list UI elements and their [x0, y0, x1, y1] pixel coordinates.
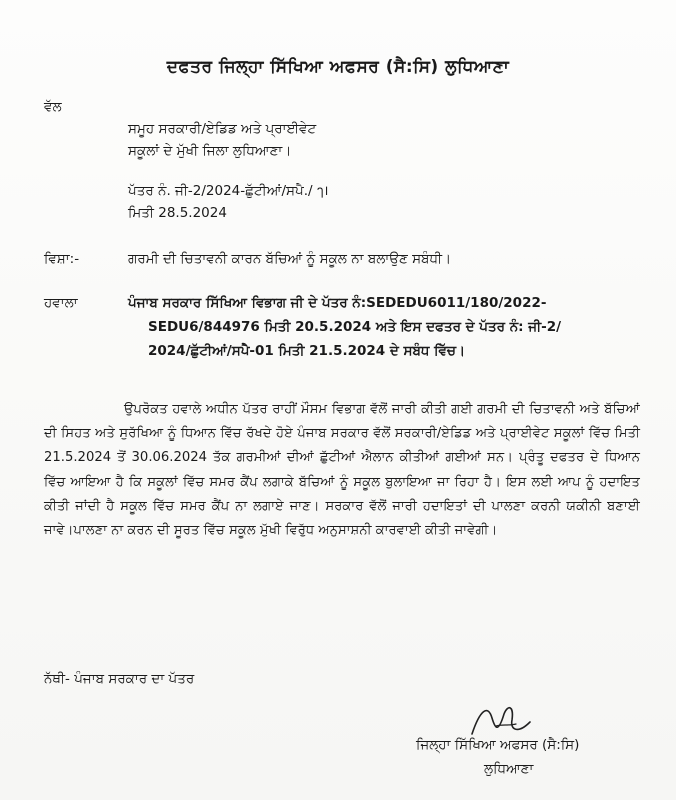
- reference-line-3: 2024/ਛੁੱਟੀਆਂ/ਸਪੈ-01 ਮਿਤੀ 21.5.2024 ਦੇ ਸਬੰਧ ਵਿੱਚ।: [148, 343, 466, 359]
- reference-label: ਹਵਾਲਾ: [44, 295, 78, 311]
- signatory-designation: ਜਿਲ੍ਹਾ ਸਿੱਖਿਆ ਅਫਸਰ (ਸੈ:ਸਿ): [416, 737, 580, 753]
- to-label: ਵੱਲ: [44, 99, 62, 115]
- letter-number: ਪੱਤਰ ਨੰ. ਜੀ-2/2024-ਛੁੱਟੀਆਂ/ਸਪੈ./ ๅ।: [128, 183, 329, 199]
- subject-text: ਗਰਮੀ ਦੀ ਚਿਤਾਵਨੀ ਕਾਰਨ ਬੱਚਿਆਂ ਨੂੰ ਸਕੂਲ ਨਾ ਬਲਾਉਣ ਸਬੰਧੀ।: [128, 251, 452, 267]
- signatory-place: ਲੁਧਿਆਣਾ: [484, 761, 534, 777]
- recipient-line-2: ਸਕੂਲਾਂ ਦੇ ਮੁੱਖੀ ਜਿਲਾ ਲੁਧਿਆਣਾ।: [128, 143, 292, 159]
- body-paragraph: ਉਪਰੋਕਤ ਹਵਾਲੇ ਅਧੀਨ ਪੱਤਰ ਰਾਹੀਂ ਮੌਸਮ ਵਿਭਾਗ ਵੱਲੋਂ ਜਾਰੀ ਕੀਤੀ ਗਈ ਗਰਮੀ ਦੀ ਚਿਤਾਵਨੀ ਅਤੇ ਬੱਚਿਆਂ ਦੀ ਸਿਹਤ ਅਤੇ ਸੁਰੱਖਿਆ ਨੂੰ ਧਿਆਨ ਵਿੱਚ ਰੱਖਦੇ ਹੋਏ ਪੰਜਾਬ ਸਰਕਾਰ ਵੱਲੋਂ ਸਰਕਾਰੀ/ਏਡਿਡ ਅਤੇ ਪ੍ਰਾਈਵੇਟ ਸਕੂਲਾਂ ਵਿੱਚ ਮਿਤੀ 21.5.2024 ਤੋਂ 30.06.2024 ਤੱਕ ਗਰਮੀਆਂ ਦੀਆਂ ਛੁੱਟੀਆਂ ਐਲਾਨ ਕੀਤੀਆਂ ਗਈਆਂ ਸਨ। ਪ੍ਰੰਤੂ ਦਫਤਰ ਦੇ ਧਿਆਨ ਵਿੱਚ ਆਇਆ ਹੈ ਕਿ ਸਕੂਲਾਂ ਵਿੱਚ ਸਮਰ ਕੈਂਪ ਲਗਾਕੇ ਬੱਚਿਆਂ ਨੂੰ ਸਕੂਲ ਬੁਲਾਇਆ ਜਾ ਰਿਹਾ ਹੈ। ਇਸ ਲਈ ਆਪ ਨੂੰ ਹਦਾਇਤ ਕੀਤੀ ਜਾਂਦੀ ਹੈ ਸਕੂਲ ਵਿੱਚ ਸਮਰ ਕੈਂਪ ਨਾ ਲਗਾਏ ਜਾਣ। ਸਰਕਾਰ ਵੱਲੋਂ ਜਾਰੀ ਹਦਾਇਤਾਂ ਦੀ ਪਾਲਣਾ ਕਰਨੀ ਯਕੀਨੀ ਬਣਾਈ ਜਾਵੇ।ਪਾਲਣਾ ਨਾ ਕਰਨ ਦੀ ਸੂਰਤ ਵਿੱਚ ਸਕੂਲ ਮੁੱਖੀ ਵਿਰੁੱਧ ਅਨੁਸਾਸ਼ਨੀ ਕਾਰਵਾਈ ਕੀਤੀ ਜਾਵੇਗੀ।: [44, 402, 640, 539]
- enclosure-note: ਨੱਥੀ- ਪੰਜਾਬ ਸਰਕਾਰ ਦਾ ਪੱਤਰ: [44, 671, 195, 687]
- reference-line-1: ਪੰਜਾਬ ਸਰਕਾਰ ਸਿੱਖਿਆ ਵਿਭਾਗ ਜੀ ਦੇ ਪੱਤਰ ਨੰ:SEDEDU6011/180/2022-: [128, 295, 547, 311]
- subject-label: ਵਿਸ਼ਾ:-: [44, 251, 80, 267]
- letter-date: ਮਿਤੀ 28.5.2024: [128, 205, 227, 221]
- office-title: ਦਫਤਰ ਜਿਲ੍ਹਾ ਸਿੱਖਿਆ ਅਫਸਰ (ਸੈ:ਸਿ) ਲੁਧਿਆਣਾ: [166, 57, 510, 77]
- recipient-line-1: ਸਮੂਹ ਸਰਕਾਰੀ/ਏਡਿਡ ਅਤੇ ਪ੍ਰਾਈਵੇਟ: [128, 121, 317, 137]
- reference-line-2: SEDU6/844976 ਮਿਤੀ 20.5.2024 ਅਤੇ ਇਸ ਦਫਤਰ ਦੇ ਪੱਤਰ ਨੰ: ਜੀ-2/: [148, 319, 562, 335]
